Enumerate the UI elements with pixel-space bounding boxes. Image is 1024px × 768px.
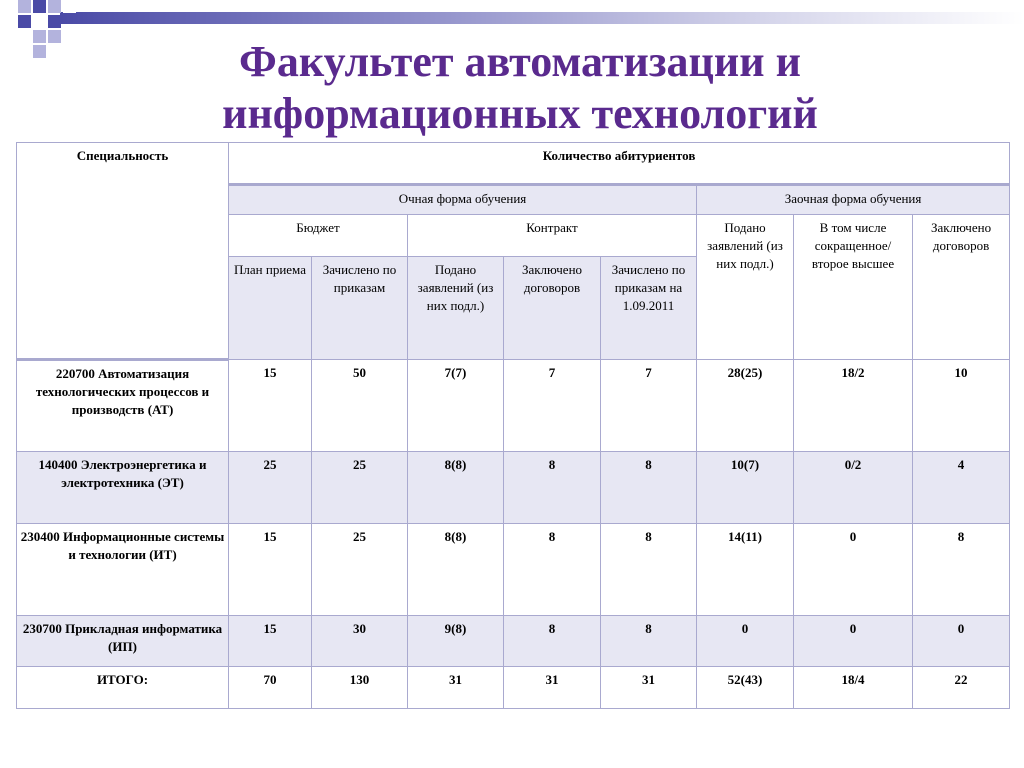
- table-row: [17, 452, 1010, 524]
- decor-square: [18, 0, 31, 13]
- decor-square: [63, 0, 76, 13]
- total-contract-applied: 31: [408, 667, 504, 709]
- decor-square: [48, 0, 61, 13]
- header-budget: Бюджет: [229, 215, 408, 257]
- cell-contract-concluded: 8: [504, 524, 601, 616]
- total-label: ИТОГО:: [17, 667, 229, 709]
- decor-square: [48, 15, 61, 28]
- header-pt-shortened: В том числе сокращенное/ второе высшее: [794, 215, 913, 360]
- cell-pt-applied: 28(25): [697, 360, 794, 452]
- row-specialty-name: 230400 Информационные системы и технологии (ИТ): [17, 524, 229, 616]
- decor-square: [33, 30, 46, 43]
- header-full-time: Очная форма обучения: [229, 185, 697, 215]
- cell-contract-applied: 8(8): [408, 524, 504, 616]
- decor-square: [33, 0, 46, 13]
- header-pt-applied: Подано заявлений (из них подл.): [697, 215, 794, 360]
- cell-pt-concluded: 4: [913, 452, 1010, 524]
- cell-contract-concluded: 7: [504, 360, 601, 452]
- cell-pt-applied: 14(11): [697, 524, 794, 616]
- cell-budget-enrolled: 25: [312, 524, 408, 616]
- total-budget-plan: 70: [229, 667, 312, 709]
- total-budget-enrolled: 130: [312, 667, 408, 709]
- header-part-time: Заочная форма обучения: [697, 185, 1010, 215]
- header-pt-concluded: Заключено договоров: [913, 215, 1010, 360]
- row-specialty-name: 230700 Прикладная информатика (ИП): [17, 616, 229, 667]
- decor-square: [18, 15, 31, 28]
- header-budget-plan: План приема: [229, 257, 312, 360]
- cell-contract-applied: 8(8): [408, 452, 504, 524]
- cell-contract-enrolled: 8: [601, 616, 697, 667]
- cell-contract-concluded: 8: [504, 616, 601, 667]
- cell-pt-shortened: 0: [794, 616, 913, 667]
- cell-contract-concluded: 8: [504, 452, 601, 524]
- table-row: [17, 360, 1010, 452]
- header-budget-enrolled: Зачислено по приказам: [312, 257, 408, 360]
- cell-budget-plan: 25: [229, 452, 312, 524]
- header-contract: Контракт: [408, 215, 697, 257]
- total-contract-concluded: 31: [504, 667, 601, 709]
- total-pt-shortened: 18/4: [794, 667, 913, 709]
- title-line-2: информационных технологий: [222, 89, 818, 138]
- cell-contract-applied: 9(8): [408, 616, 504, 667]
- cell-contract-enrolled: 7: [601, 360, 697, 452]
- cell-budget-enrolled: 25: [312, 452, 408, 524]
- header-contract-enrolled: Зачислено по приказам на 1.09.2011: [601, 257, 697, 360]
- cell-budget-plan: 15: [229, 360, 312, 452]
- cell-pt-concluded: 10: [913, 360, 1010, 452]
- cell-pt-shortened: 0/2: [794, 452, 913, 524]
- cell-budget-enrolled: 50: [312, 360, 408, 452]
- gradient-bar: [60, 12, 1024, 24]
- row-specialty-name: 220700 Автоматизация технологических процессов и производств (АТ): [17, 360, 229, 452]
- cell-pt-shortened: 18/2: [794, 360, 913, 452]
- cell-pt-concluded: 8: [913, 524, 1010, 616]
- cell-budget-plan: 15: [229, 524, 312, 616]
- header-contract-applied: Подано заявлений (из них подл.): [408, 257, 504, 360]
- header-contract-concluded: Заключено договоров: [504, 257, 601, 360]
- row-specialty-name: 140400 Электроэнергетика и электротехника (ЭТ): [17, 452, 229, 524]
- decor-square: [48, 30, 61, 43]
- table-row: [17, 616, 1010, 667]
- cell-pt-applied: 0: [697, 616, 794, 667]
- header-applicants-count: Количество абитуриентов: [229, 143, 1010, 185]
- total-pt-applied: 52(43): [697, 667, 794, 709]
- cell-pt-shortened: 0: [794, 524, 913, 616]
- total-row: [17, 667, 1010, 709]
- cell-pt-concluded: 0: [913, 616, 1010, 667]
- decor-square: [33, 45, 46, 58]
- total-pt-concluded: 22: [913, 667, 1010, 709]
- cell-contract-applied: 7(7): [408, 360, 504, 452]
- cell-budget-plan: 15: [229, 616, 312, 667]
- cell-contract-enrolled: 8: [601, 452, 697, 524]
- title-line-1: Факультет автоматизации и: [239, 37, 801, 86]
- slide-title: [120, 36, 920, 140]
- cell-pt-applied: 10(7): [697, 452, 794, 524]
- header-specialty: Специальность: [17, 143, 229, 360]
- table-row: [17, 524, 1010, 616]
- total-contract-enrolled: 31: [601, 667, 697, 709]
- cell-contract-enrolled: 8: [601, 524, 697, 616]
- applicants-table: [16, 142, 1010, 709]
- cell-budget-enrolled: 30: [312, 616, 408, 667]
